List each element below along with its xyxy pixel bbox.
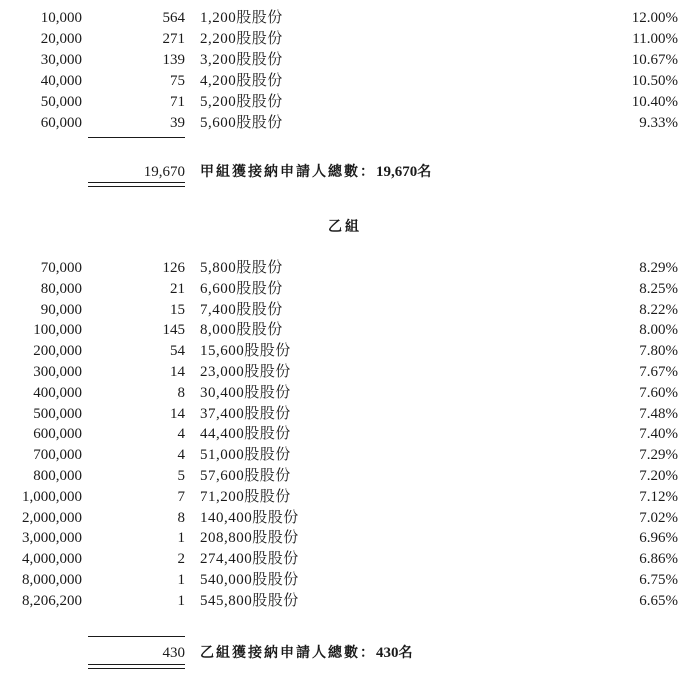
shares-applied: 20,000 xyxy=(40,31,82,47)
shares-applied: 100,000 xyxy=(33,322,82,339)
allotment-percentage: 7.67% xyxy=(639,364,678,380)
allotment-percentage: 7.48% xyxy=(639,405,678,422)
group-a-subtotal-rule xyxy=(88,137,185,138)
allotment-basis: 8,000股股份 xyxy=(200,322,283,339)
allotment-basis: 5,600股股份 xyxy=(200,115,283,131)
shares-applied: 1,000,000 xyxy=(22,488,82,505)
shares-applied: 700,000 xyxy=(33,447,82,464)
valid-applications: 14 xyxy=(170,364,185,380)
table-row xyxy=(0,528,690,549)
shares-applied: 500,000 xyxy=(33,405,82,422)
table-row xyxy=(0,341,690,362)
table-row xyxy=(0,508,690,529)
table-row xyxy=(0,8,690,29)
shares-applied: 50,000 xyxy=(40,94,82,110)
table-row xyxy=(0,487,690,508)
table-row xyxy=(0,92,690,113)
shares-applied: 300,000 xyxy=(33,364,82,380)
allotment-basis: 5,800股股份 xyxy=(200,260,283,276)
group-b-total-label: 乙組獲接納申請人總數：430名 xyxy=(200,645,415,661)
table-row xyxy=(0,279,690,300)
table-row xyxy=(0,466,690,487)
allotment-basis: 6,600股股份 xyxy=(200,280,283,297)
table-row xyxy=(0,549,690,570)
valid-applications: 126 xyxy=(162,260,185,276)
allotment-basis: 51,000股股份 xyxy=(200,447,291,464)
shares-applied: 400,000 xyxy=(33,384,82,401)
valid-applications: 39 xyxy=(170,115,185,131)
table-row xyxy=(0,113,690,134)
allotment-percentage: 10.40% xyxy=(631,94,678,110)
valid-applications: 75 xyxy=(170,73,185,89)
shares-applied: 70,000 xyxy=(40,260,82,276)
allotment-percentage: 6.86% xyxy=(639,551,678,568)
allotment-percentage: 6.75% xyxy=(639,572,678,588)
valid-applications: 54 xyxy=(170,343,185,360)
allotment-percentage: 7.20% xyxy=(639,468,678,484)
shares-applied: 10,000 xyxy=(40,10,82,26)
valid-applications: 1 xyxy=(177,530,185,547)
table-row xyxy=(0,50,690,71)
allotment-percentage: 6.96% xyxy=(639,530,678,547)
valid-applications: 71 xyxy=(170,94,185,110)
group-b-subtotal-rule xyxy=(88,636,185,637)
allotment-basis: 540,000股股份 xyxy=(200,572,299,588)
group-a-total-label: 甲組獲接納申請人總數：19,670名 xyxy=(200,164,434,180)
valid-applications: 4 xyxy=(177,447,185,464)
table-row xyxy=(0,300,690,321)
table-row xyxy=(0,258,690,279)
allotment-percentage: 10.50% xyxy=(631,73,678,89)
allotment-basis: 1,200股股份 xyxy=(200,10,283,26)
valid-applications: 145 xyxy=(162,322,185,339)
table-row xyxy=(0,424,690,445)
valid-applications: 2 xyxy=(177,551,185,568)
valid-applications: 8 xyxy=(177,509,185,526)
allotment-percentage: 8.29% xyxy=(639,260,678,276)
allotment-basis: 37,400股股份 xyxy=(200,405,291,422)
group-b-heading: 乙組 xyxy=(328,219,362,235)
allotment-percentage: 6.65% xyxy=(639,592,678,609)
allotment-basis: 208,800股股份 xyxy=(200,530,299,547)
group-a-total-row xyxy=(0,161,690,183)
allotment-percentage: 8.22% xyxy=(639,301,678,318)
table-row xyxy=(0,445,690,466)
table-row xyxy=(0,29,690,50)
allotment-basis: 2,200股股份 xyxy=(200,31,283,47)
shares-applied: 2,000,000 xyxy=(22,509,82,526)
allotment-percentage: 8.25% xyxy=(639,280,678,297)
shares-applied: 8,000,000 xyxy=(22,572,82,588)
valid-applications: 271 xyxy=(162,31,185,47)
allotment-percentage: 7.80% xyxy=(639,343,678,360)
allotment-basis: 7,400股股份 xyxy=(200,301,283,318)
group-b-total-count: 430 xyxy=(162,645,185,661)
group-b-double-rule xyxy=(88,664,185,669)
table-row xyxy=(0,320,690,341)
allotment-percentage: 10.67% xyxy=(631,52,678,68)
shares-applied: 80,000 xyxy=(40,280,82,297)
group-a-double-rule xyxy=(88,182,185,187)
shares-applied: 90,000 xyxy=(40,301,82,318)
allotment-percentage: 7.60% xyxy=(639,384,678,401)
allotment-basis: 545,800股股份 xyxy=(200,592,299,609)
valid-applications: 14 xyxy=(170,405,185,422)
valid-applications: 4 xyxy=(177,426,185,443)
table-row xyxy=(0,570,690,591)
allotment-basis: 23,000股股份 xyxy=(200,364,291,380)
valid-applications: 8 xyxy=(177,384,185,401)
allotment-percentage: 7.12% xyxy=(639,488,678,505)
allotment-percentage: 7.02% xyxy=(639,509,678,526)
valid-applications: 7 xyxy=(177,488,185,505)
valid-applications: 139 xyxy=(162,52,185,68)
shares-applied: 8,206,200 xyxy=(22,592,82,609)
shares-applied: 800,000 xyxy=(33,468,82,484)
allotment-basis: 71,200股股份 xyxy=(200,488,291,505)
allotment-percentage: 12.00% xyxy=(631,10,678,26)
shares-applied: 30,000 xyxy=(40,52,82,68)
allotment-percentage: 11.00% xyxy=(632,31,678,47)
allotment-basis: 5,200股股份 xyxy=(200,94,283,110)
shares-applied: 3,000,000 xyxy=(22,530,82,547)
table-row xyxy=(0,591,690,612)
allotment-percentage: 7.29% xyxy=(639,447,678,464)
allotment-percentage: 8.00% xyxy=(639,322,678,339)
allotment-basis: 140,400股股份 xyxy=(200,509,299,526)
group-a-total-count: 19,670 xyxy=(143,164,185,180)
valid-applications: 1 xyxy=(177,572,185,588)
table-row xyxy=(0,71,690,92)
allotment-basis: 15,600股股份 xyxy=(200,343,291,360)
valid-applications: 21 xyxy=(170,280,185,297)
allotment-percentage: 7.40% xyxy=(639,426,678,443)
shares-applied: 4,000,000 xyxy=(22,551,82,568)
shares-applied: 600,000 xyxy=(33,426,82,443)
valid-applications: 5 xyxy=(177,468,185,484)
allotment-basis: 4,200股股份 xyxy=(200,73,283,89)
group-b-total-row xyxy=(0,642,690,664)
allotment-percentage: 9.33% xyxy=(639,115,678,131)
shares-applied: 60,000 xyxy=(40,115,82,131)
valid-applications: 564 xyxy=(162,10,185,26)
allotment-basis: 3,200股股份 xyxy=(200,52,283,68)
allotment-basis: 44,400股股份 xyxy=(200,426,291,443)
table-row xyxy=(0,404,690,425)
allotment-basis: 57,600股股份 xyxy=(200,468,291,484)
table-row xyxy=(0,383,690,404)
allotment-basis: 30,400股股份 xyxy=(200,384,291,401)
shares-applied: 200,000 xyxy=(33,343,82,360)
table-row xyxy=(0,362,690,383)
valid-applications: 15 xyxy=(170,301,185,318)
allotment-basis: 274,400股股份 xyxy=(200,551,299,568)
valid-applications: 1 xyxy=(177,592,185,609)
shares-applied: 40,000 xyxy=(40,73,82,89)
